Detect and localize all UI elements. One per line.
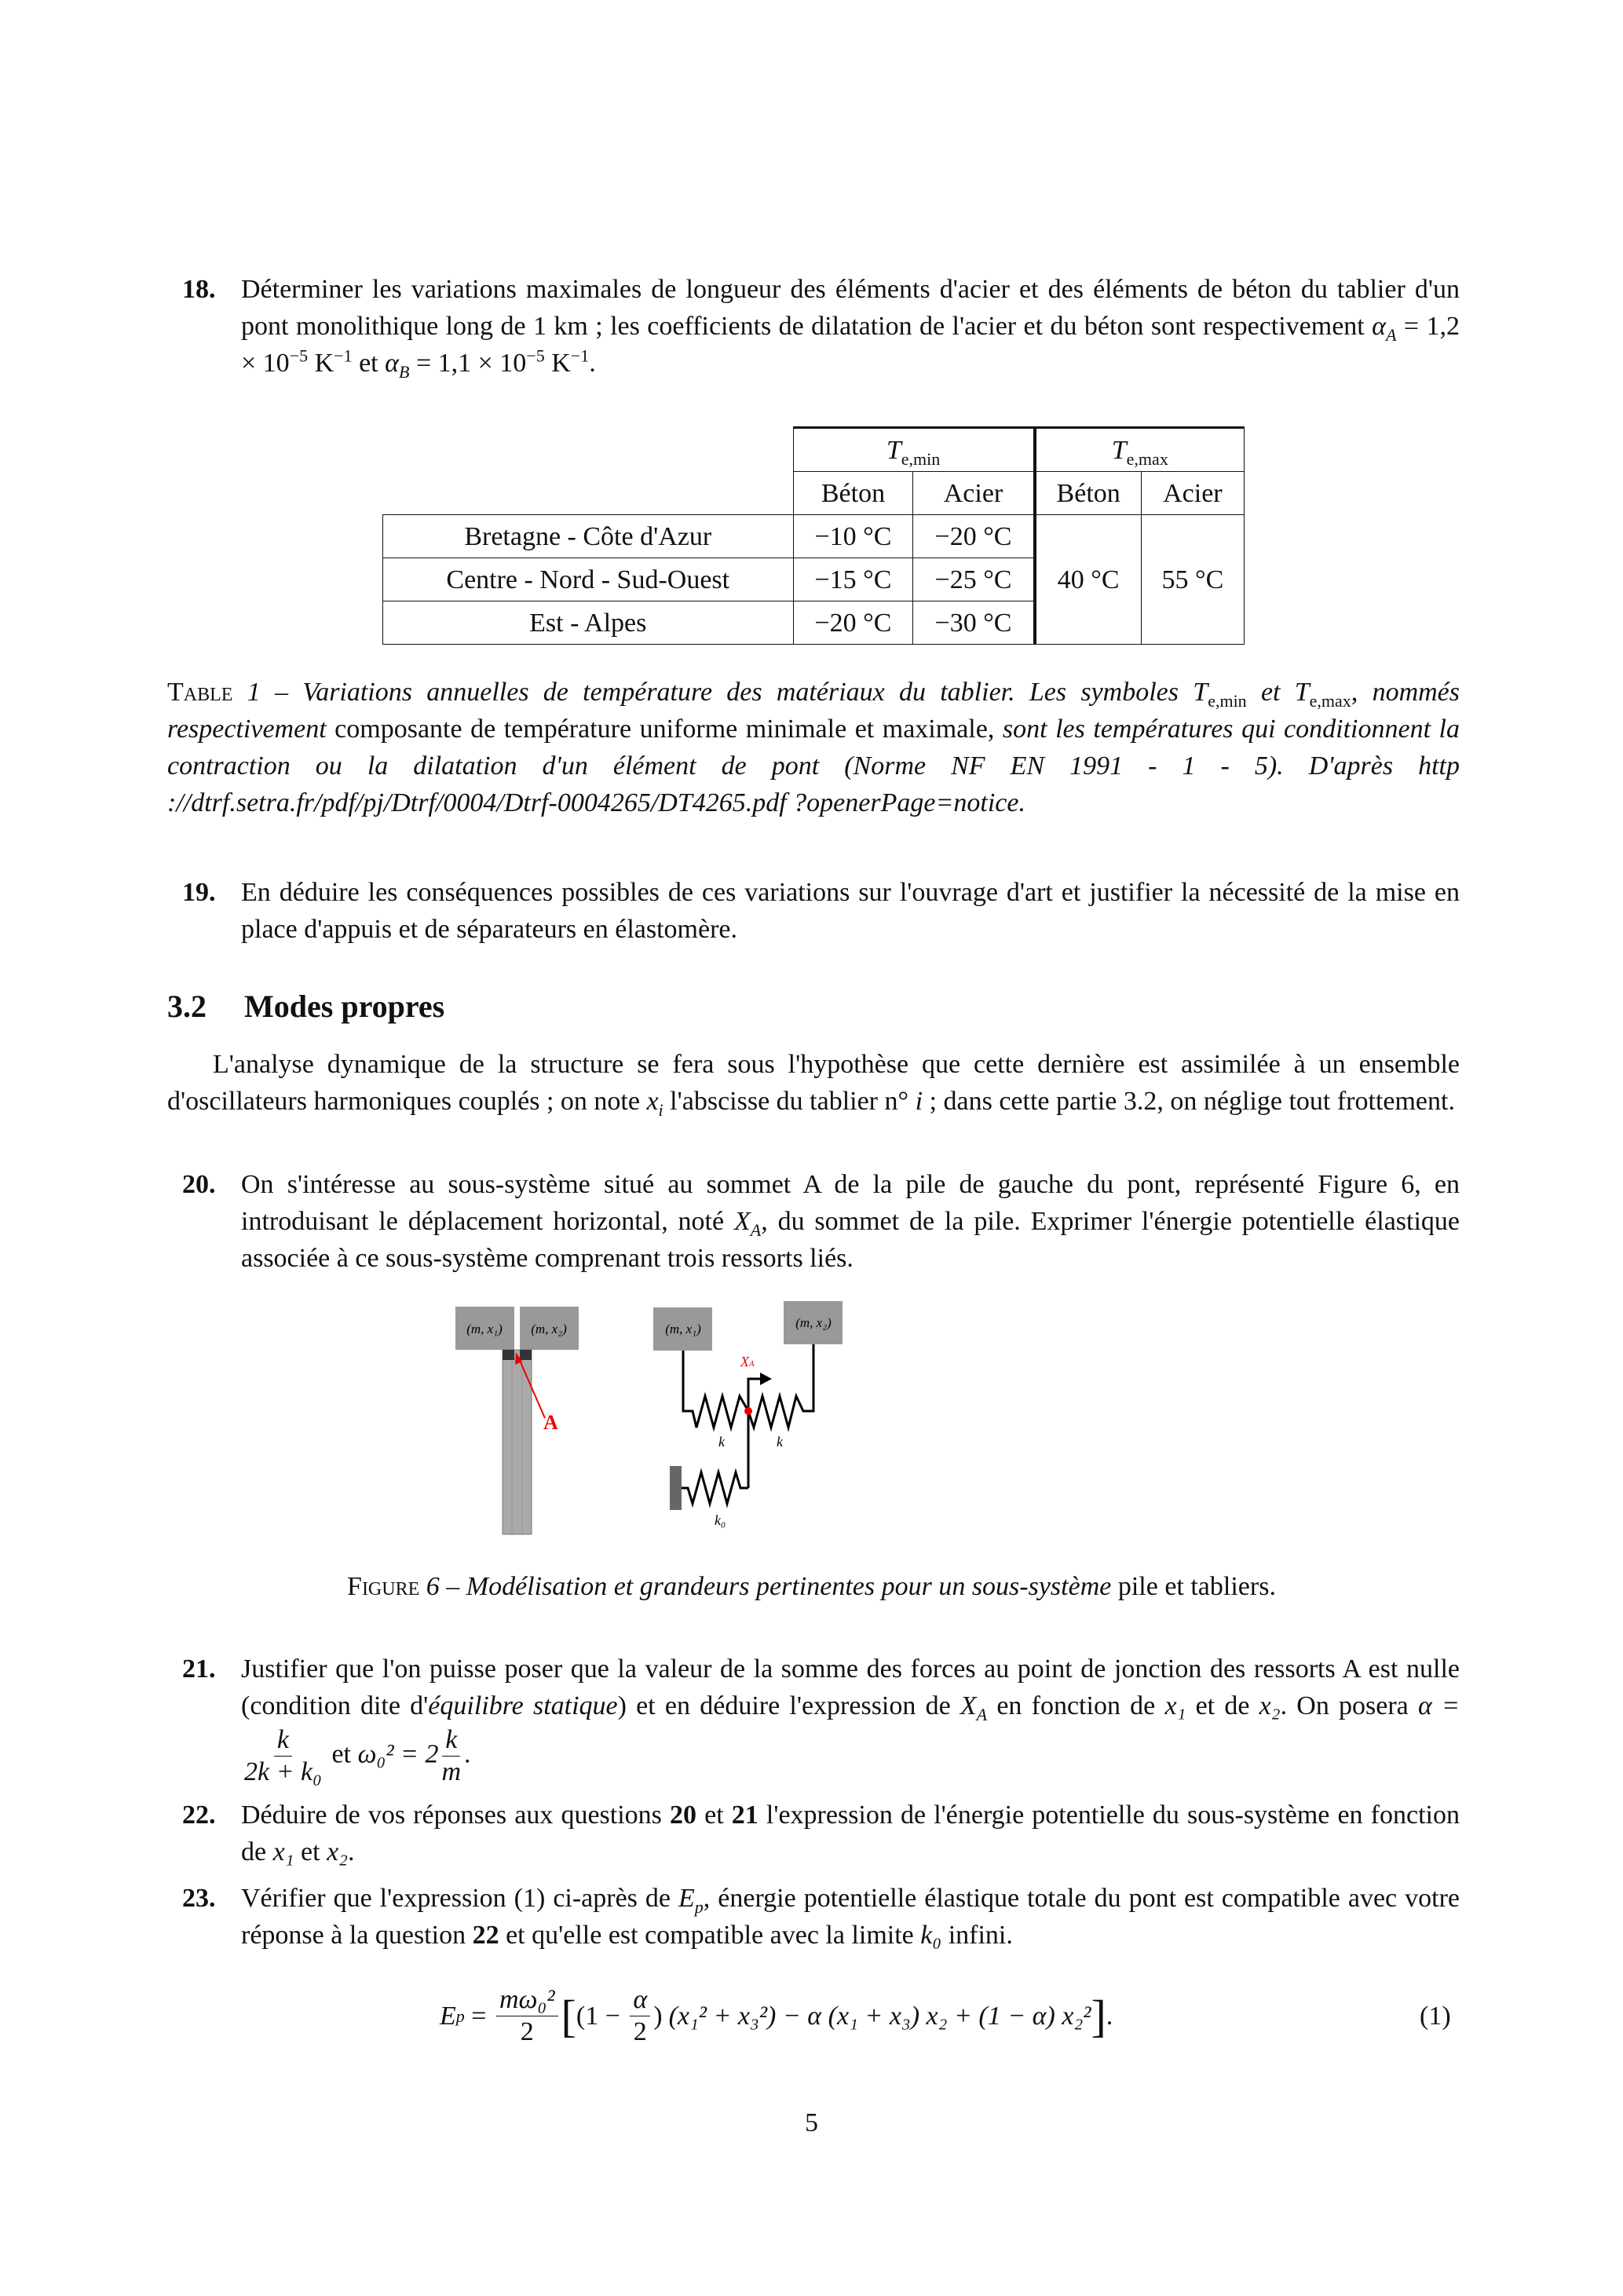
figure-6 (448, 1296, 1186, 1555)
equation-label: (1) (1420, 2002, 1451, 2031)
question-19: 19. En déduire les conséquences possibles de ces variations sur l'ouvrage d'art et justifier la nécessité de la mise en place d'appuis et de séparateurs en élastomère. (182, 878, 1460, 944)
acier-max: 55 °C (1141, 515, 1244, 645)
svg-text:(m, x₁): (m, x₁) (665, 1322, 701, 1336)
deck-1-label: (m, x₁) (466, 1322, 503, 1336)
point-a-label: A (543, 1411, 558, 1434)
equation-1: E p = $\frac{\text{mω₀²}}{2}$ [ (1 − $\frac{\alpha}{2}$ ) (x₁² + x₃²) − α (x₁ + x₃) x₂ + (1 − α) x₂² ] . (440, 1985, 1113, 2046)
intro-paragraph: L'analyse dynamique de la structure se fera sous l'hypothèse que cette dernière est assimilée à un ensemble d'oscillateurs harmoniques couplés ; on note $x_i$ l'abscisse du tablier n° i ; dans cette partie 3.2, on néglige tout frottement. (167, 1050, 1460, 1120)
k-label-right: k (777, 1434, 783, 1450)
junction-rod (748, 1379, 762, 1488)
subheader: Béton (793, 472, 913, 515)
spring-k0 (682, 1472, 748, 1504)
beton-max: 40 °C (1035, 515, 1142, 645)
table-row: Bretagne - Côte d'Azur −10 °C −20 °C 40 °C 55 °C (383, 515, 1245, 558)
bearing-right (520, 1350, 532, 1360)
svg-text:(m, x₂): (m, x₂) (795, 1315, 832, 1330)
k0-label: k₀ (715, 1512, 726, 1528)
arrow-icon (760, 1373, 772, 1385)
junction-point (744, 1407, 752, 1415)
xa-label: XA (740, 1354, 755, 1369)
k-label-left: k (718, 1434, 725, 1450)
spring-k-left (683, 1351, 748, 1428)
table-row: Centre - Nord - Sud-Ouest −15 °C −25 °C (383, 558, 1245, 601)
subheader: Acier (1141, 472, 1244, 515)
table-row: Est - Alpes −20 °C −30 °C (383, 601, 1245, 645)
header-te-max: $T_{e,max}$ (1035, 428, 1245, 472)
table-caption: Table 1 – Variations annuelles de température des matériaux du tablier. Les symboles $T_{e,min}$ et $T_{e,max}$, nommés respectivement composante de température uniforme minimale et maximale, sont les températures qui conditionnent la contraction ou la dilatation d'un élément de pont (Norme NF EN 1991 - 1 - 5). D'après http ://dtrf.setra.fr/pdf/pj/Dtrf/0004/Dtrf-0004265/DT4265.pdf ?openerPage=notice. (167, 678, 1460, 817)
deck-2-label: (m, x₂) (531, 1322, 567, 1336)
figure-caption: Figure 6 – Modélisation et grandeurs pertinentes pour un sous-système pile et tabliers. (347, 1572, 1276, 1601)
question-20: 20. On s'intéresse au sous-système situé au sommet A de la pile de gauche du pont, représenté Figure 6, en introduisant le déplacement horizontal, noté $X_A$, du sommet de la pile. Exprimer l'énergie potentielle élastique associée à ce sous-système comprenant trois ressorts liés. (182, 1170, 1460, 1273)
question-18-text: Déterminer les variations maximales de longueur des éléments d'acier et des éléments de béton du tablier d'un pont monolithique long de 1 km ; les coefficients de dilatation de l'acier et du béton sont respectivement $\alpha_A = 1,2 \times 10^{-5}$ $K^{-1}$ et $\alpha_B = 1,1 \times 10^{-5}$ $K^{-1}$. (241, 275, 1460, 382)
question-22: 22. Déduire de vos réponses aux questions 20 et 21 l'expression de l'énergie potentielle du sous-système en fonction de x₁ et x₂. (182, 1801, 1460, 1866)
subheader: Acier (913, 472, 1035, 515)
pile-diagram (455, 1307, 579, 1534)
page-number: 5 (805, 2108, 818, 2137)
temperature-table (382, 426, 1245, 645)
wall (670, 1466, 682, 1510)
header-te-min: $T_{e,min}$ (793, 428, 1035, 472)
question-23: 23. Vérifier que l'expression (1) ci-après de $E_p$, énergie potentielle élastique totale du pont est compatible avec votre réponse à la question 22 et qu'elle est compatible avec la limite k₀ infini. (182, 1884, 1460, 1950)
subheader: Béton (1035, 472, 1142, 515)
spring-k-right (748, 1344, 813, 1428)
section-heading: 3.2 Modes propres (167, 989, 445, 1024)
question-21: 21. Justifier que l'on puisse poser que la valeur de la somme des forces au point de jonction des ressorts A est nulle (condition dite d'équilibre statique) et en déduire l'expression de $X_A$ en fonction de x₁ et de x₂. On posera α = $\frac{k}{\text{2k + k₀}}$ et ω₀² = 2 $\frac{k}{m}$ . (182, 1654, 1460, 1786)
question-18: 18. Déterminer les variations maximales de longueur des éléments d'acier et des éléments de béton du tablier d'un pont monolithique long de 1 km ; les coefficients de dilatation de l'acier et du béton sont respectivement $\alpha_A = 1,2 \times 10^{-5}$ $K^{-1}$ et $\alpha_B = 1,1 \times 10^{-5}$ $K^{-1}$. (182, 271, 1460, 382)
bearing-left (503, 1350, 514, 1360)
